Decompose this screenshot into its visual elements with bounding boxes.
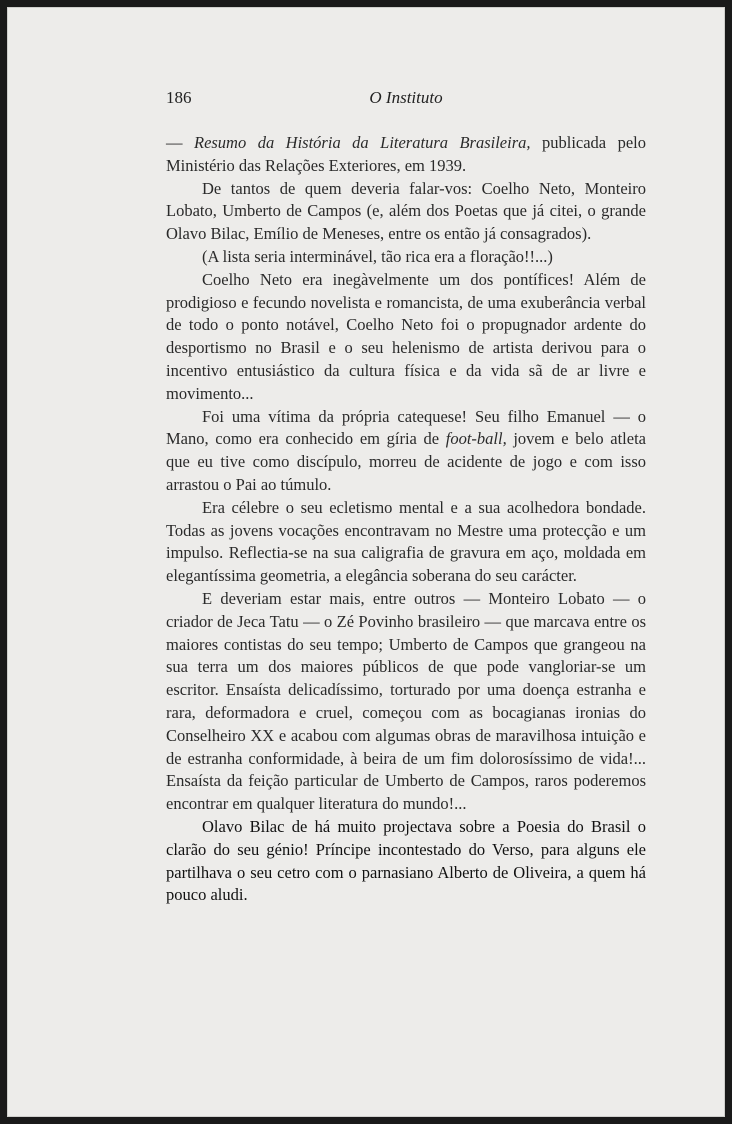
paragraph [166, 816, 646, 907]
paragraph-text: Foi uma vítima da própria catequese! Seu filho Emanuel — o Mano, como era conhecido em gíria de [166, 406, 646, 449]
paragraph [166, 497, 646, 588]
book-title: Resumo da História da Literatura Brasileira, [193, 133, 531, 152]
book-page [7, 7, 725, 1117]
paragraph [166, 588, 646, 816]
paragraph [166, 246, 646, 269]
paragraph-text: jovem e belo atleta que eu tive como discípulo, morreu de acidente de jogo e com isso arrastou o Pai ao túmulo. [166, 429, 646, 494]
running-title: O Instituto [369, 88, 443, 107]
body-text [166, 132, 646, 907]
paragraph [166, 406, 646, 497]
paragraph-text: publicada pelo Ministério das Relações Exteriores, em 1939. [166, 133, 647, 175]
paragraph-text: Coelho Neto era inegàvelmente um dos pontífices! Além de prodigioso e fecundo novelista e romancista, de uma exuberância verbal de todo o ponto notável, Coelho Neto foi o propugnador ardente do desportismo no Brasil e o seu helenismo de artista derivou para o incentivo entusiástico da cultura física e da vida sã de ar livre e movimento... [166, 269, 646, 403]
page-header [166, 88, 646, 112]
paragraph-text: Olavo Bilac de há muito projectava sobre a Poesia do Brasil o clarão do seu génio! Príncipe incontestado do Verso, para alguns ele partilhava o seu cetro com o parnasiano Alberto de Oliveira, a quem há pouco aludi. [166, 816, 646, 905]
paragraph [166, 269, 646, 406]
paragraph [166, 132, 646, 178]
foot-ball-term: foot-ball, [445, 429, 507, 449]
paragraph-text: Era célebre o seu ecletismo mental e a sua acolhedora bondade. Todas as jovens vocações encontravam no Mestre uma protecção e um impulso. Reflectia-se na sua caligrafia de gravura em aço, moldada em elegantíssima geometria, a elegância soberana do seu carácter. [166, 497, 646, 586]
page-number: 186 [166, 88, 192, 107]
paragraph [166, 178, 646, 246]
paragraph-text: (A lista seria interminável, tão rica era a floração!!...) [202, 246, 553, 266]
lead-dash: — [166, 133, 194, 152]
paragraph-text: E deveriam estar mais, entre outros — Monteiro Lobato — o criador de Jeca Tatu — o Zé Povinho brasileiro — que marcava entre os maiores contistas do seu tempo; Umberto de Campos que grangeou na sua terra um dos maiores públicos de que pode vangloriar-se um escritor. Ensaísta delicadíssimo, torturado por uma doença estranha e rara, deformadora e cruel, começou com as bocagianas ironias do Conselheiro XX e acabou com algumas obras de maravilhosa intuição e de estranha conformidade, à beira de um fim dolorosíssimo de vida!... Ensaísta da feição particular de Umberto de Campos, raros poderemos encontrar em qualquer literatura do mundo!... [166, 588, 646, 814]
paragraph-text: De tantos de quem deveria falar-vos: Coelho Neto, Monteiro Lobato, Umberto de Campos (e, além dos Poetas que já citei, o grande Olavo Bilac, Emílio de Meneses, entre os então já consagrados). [166, 178, 646, 244]
